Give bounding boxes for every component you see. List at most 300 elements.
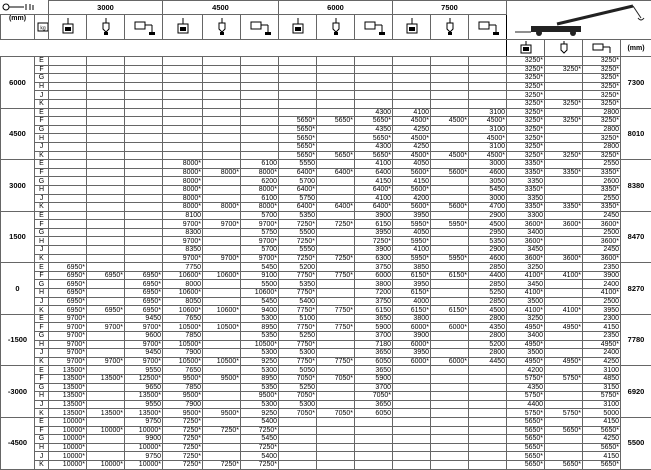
load-cell <box>49 177 87 186</box>
load-cell <box>317 65 355 74</box>
load-cell: 6400* <box>279 203 317 212</box>
max-reach-label: 5500 <box>621 417 651 469</box>
load-cell: 9700* <box>241 237 279 246</box>
load-cell: 5750* <box>507 374 545 383</box>
load-cell <box>317 297 355 306</box>
config-letter: H <box>35 82 49 91</box>
table-row <box>1 160 651 169</box>
load-cell: 7250* <box>163 435 203 444</box>
load-cell: 10000* <box>49 443 87 452</box>
load-cell <box>49 134 87 143</box>
load-cell <box>203 366 241 375</box>
load-cell: 5650* <box>279 134 317 143</box>
load-cell: 4500* <box>393 134 431 143</box>
load-cell <box>545 91 583 100</box>
config-letter: K <box>35 99 49 108</box>
load-cell: 5450 <box>469 185 507 194</box>
load-cell: 6400* <box>355 185 393 194</box>
load-cell <box>125 134 163 143</box>
table-row <box>1 57 651 66</box>
load-cell: 3800 <box>393 314 431 323</box>
load-cell: 2550 <box>583 160 621 169</box>
load-cell: 4100* <box>507 306 545 315</box>
load-cell <box>49 254 87 263</box>
config-letter: F <box>35 65 49 74</box>
load-cell <box>317 435 355 444</box>
load-cell: 8000* <box>163 194 203 203</box>
load-cell: 2350 <box>583 263 621 272</box>
load-cell <box>203 392 241 401</box>
load-cell <box>393 435 431 444</box>
chain-hook-icon <box>1 1 49 15</box>
load-cell: 5600* <box>393 203 431 212</box>
load-cell <box>317 366 355 375</box>
table-row <box>1 392 651 401</box>
load-cell <box>87 443 125 452</box>
table-row <box>1 263 651 272</box>
max-reach-label: 8470 <box>621 211 651 263</box>
load-cell: 6050 <box>355 409 393 418</box>
load-cell: 7750* <box>279 357 317 366</box>
load-cell <box>203 349 241 358</box>
config-letter: H <box>35 134 49 143</box>
radius-header-4: 7500 <box>393 1 507 15</box>
load-cell <box>469 400 507 409</box>
load-cell: 5600* <box>393 168 431 177</box>
load-cell: 5650* <box>355 134 393 143</box>
load-cell <box>203 82 241 91</box>
load-cell <box>431 142 469 151</box>
hook-extended-icon <box>87 15 125 40</box>
load-cell: 3150 <box>583 383 621 392</box>
load-cell <box>125 254 163 263</box>
load-cell: 13500* <box>49 400 87 409</box>
load-cell <box>203 185 241 194</box>
load-cell: 4500* <box>469 151 507 160</box>
load-cell: 4100* <box>507 271 545 280</box>
config-letter: E <box>35 417 49 426</box>
load-cell <box>125 160 163 169</box>
config-letter: J <box>35 452 49 461</box>
load-cell <box>241 82 279 91</box>
load-cell <box>431 91 469 100</box>
load-cell: 7250* <box>241 460 279 469</box>
load-cell <box>203 108 241 117</box>
table-row <box>1 443 651 452</box>
load-cell <box>49 142 87 151</box>
load-cell: 5400 <box>279 297 317 306</box>
load-cell <box>355 443 393 452</box>
load-cell: 4600 <box>469 254 507 263</box>
load-cell: 13500* <box>49 366 87 375</box>
load-cell: 5350 <box>241 383 279 392</box>
load-cell: 13500* <box>49 392 87 401</box>
load-cell <box>203 142 241 151</box>
load-cell <box>203 452 241 461</box>
load-cell <box>125 74 163 83</box>
load-cell <box>279 443 317 452</box>
load-cell: 8000* <box>163 185 203 194</box>
load-cell <box>545 314 583 323</box>
config-letter: H <box>35 185 49 194</box>
load-cell: 5600* <box>393 185 431 194</box>
height-label: 1500 <box>1 211 35 263</box>
load-cell: 7250* <box>279 254 317 263</box>
load-cell: 7750* <box>317 323 355 332</box>
load-cell <box>279 99 317 108</box>
load-cell: 5650* <box>355 117 393 126</box>
load-cell <box>317 177 355 186</box>
load-cell <box>49 160 87 169</box>
load-cell: 5950* <box>393 254 431 263</box>
table-row <box>1 340 651 349</box>
load-cell: 12500* <box>125 374 163 383</box>
load-cell: 3950 <box>393 211 431 220</box>
load-cell: 5350 <box>469 237 507 246</box>
load-cell: 5950* <box>393 237 431 246</box>
load-cell <box>469 91 507 100</box>
load-cell: 7050* <box>355 392 393 401</box>
load-cell: 3250* <box>507 99 545 108</box>
load-cell <box>393 400 431 409</box>
load-cell <box>87 194 125 203</box>
load-cell: 9700* <box>125 323 163 332</box>
load-cell: 5750 <box>241 228 279 237</box>
load-cell <box>393 409 431 418</box>
load-cell <box>317 142 355 151</box>
table-row <box>1 91 651 100</box>
load-cell: 4100 <box>355 194 393 203</box>
load-cell <box>317 82 355 91</box>
load-cell: 3100 <box>469 108 507 117</box>
load-cell: 4700 <box>469 203 507 212</box>
load-cell: 9900 <box>125 435 163 444</box>
load-cell: 3450 <box>507 246 545 255</box>
load-cell: 9500* <box>203 374 241 383</box>
load-cell: 9700* <box>49 340 87 349</box>
load-cell <box>317 91 355 100</box>
load-cell <box>279 435 317 444</box>
load-cell: 7650 <box>163 366 203 375</box>
config-letter: J <box>35 400 49 409</box>
table-row <box>1 271 651 280</box>
load-cell: 5250 <box>279 332 317 341</box>
load-cell: 3950 <box>393 349 431 358</box>
load-cell: 7250* <box>163 452 203 461</box>
load-cell: 3250* <box>507 134 545 143</box>
hook-load-icon <box>507 40 545 57</box>
load-cell <box>87 142 125 151</box>
load-cell <box>203 263 241 272</box>
load-cell: 3250* <box>545 117 583 126</box>
config-letter: J <box>35 297 49 306</box>
load-cell: 4950* <box>507 340 545 349</box>
load-cell: 5300 <box>241 314 279 323</box>
load-cell: 2500 <box>583 297 621 306</box>
load-cell: 2900 <box>469 211 507 220</box>
winch-hook-icon <box>241 15 279 40</box>
load-cell <box>431 435 469 444</box>
load-cell: 2400 <box>583 349 621 358</box>
radius-header-3: 6000 <box>279 1 393 15</box>
load-cell: 3650 <box>355 349 393 358</box>
load-cell: 5750* <box>545 409 583 418</box>
load-cell <box>241 117 279 126</box>
load-cell: 4400 <box>507 400 545 409</box>
load-cell <box>87 99 125 108</box>
table-row <box>1 108 651 117</box>
load-cell: 10000* <box>87 460 125 469</box>
load-cell: 9700* <box>49 323 87 332</box>
load-cell: 9700* <box>87 323 125 332</box>
load-cell <box>317 452 355 461</box>
load-cell: 5950* <box>431 220 469 229</box>
load-cell <box>203 246 241 255</box>
load-cell: 2550 <box>583 194 621 203</box>
load-cell <box>203 289 241 298</box>
load-cell: 5200 <box>279 263 317 272</box>
load-cell: 7850 <box>163 383 203 392</box>
load-cell: 8300 <box>163 228 203 237</box>
load-cell: 7750* <box>317 357 355 366</box>
config-letter: J <box>35 142 49 151</box>
load-cell <box>49 203 87 212</box>
load-cell: 13500* <box>49 374 87 383</box>
load-cell <box>87 246 125 255</box>
load-cell: 5300 <box>241 400 279 409</box>
winch-hook-icon <box>469 15 507 40</box>
table-row <box>1 142 651 151</box>
load-cell <box>87 435 125 444</box>
load-cell <box>87 340 125 349</box>
load-cell <box>279 108 317 117</box>
load-cell <box>163 117 203 126</box>
max-reach-label: 7780 <box>621 314 651 366</box>
config-letter: K <box>35 151 49 160</box>
config-letter: K <box>35 409 49 418</box>
load-cell: 7750* <box>279 271 317 280</box>
load-cell: 6050 <box>355 357 393 366</box>
load-cell: 6400* <box>317 203 355 212</box>
table-row <box>1 314 651 323</box>
load-cell: 9700* <box>163 220 203 229</box>
load-cell: 5350 <box>279 280 317 289</box>
load-cell: 10000* <box>49 452 87 461</box>
load-cell <box>49 82 87 91</box>
load-cell: 5000 <box>583 409 621 418</box>
load-cell: 3600* <box>507 237 545 246</box>
load-cell <box>355 82 393 91</box>
load-cell <box>431 409 469 418</box>
load-cell <box>469 383 507 392</box>
hook-extended-icon <box>545 40 583 57</box>
load-cell <box>203 65 241 74</box>
load-cell <box>203 435 241 444</box>
load-cell <box>203 74 241 83</box>
load-cell: 9700* <box>125 357 163 366</box>
load-cell: 4500* <box>393 151 431 160</box>
load-cell: 9250 <box>241 357 279 366</box>
load-cell <box>241 74 279 83</box>
load-cell <box>279 65 317 74</box>
load-cell: 4100* <box>545 306 583 315</box>
load-cell <box>355 452 393 461</box>
load-cell: 7750* <box>279 323 317 332</box>
load-cell <box>125 211 163 220</box>
load-cell <box>125 237 163 246</box>
load-cell: 3250* <box>507 151 545 160</box>
load-cell: 4100 <box>355 160 393 169</box>
load-cell <box>203 194 241 203</box>
load-cell: 3250* <box>583 82 621 91</box>
load-cell: 9500* <box>203 409 241 418</box>
load-cell: 6950* <box>125 306 163 315</box>
load-cell: 4050 <box>393 160 431 169</box>
load-cell: 5650* <box>355 151 393 160</box>
load-cell: 6950* <box>49 263 87 272</box>
load-cell <box>87 366 125 375</box>
load-cell: 4250 <box>393 142 431 151</box>
load-cell: 10500* <box>163 323 203 332</box>
load-cell: 5400 <box>241 452 279 461</box>
load-cell <box>545 297 583 306</box>
load-cell: 5100 <box>279 314 317 323</box>
load-cell: 2500 <box>583 228 621 237</box>
table-row <box>1 426 651 435</box>
load-cell <box>393 65 431 74</box>
load-cell: 6150 <box>355 220 393 229</box>
load-cell: 5650* <box>279 142 317 151</box>
load-cell: 2850 <box>469 263 507 272</box>
load-cell <box>49 237 87 246</box>
load-cell: 13500* <box>125 409 163 418</box>
config-letter: K <box>35 357 49 366</box>
kg-badge: kg <box>40 26 46 32</box>
load-cell: 6000* <box>393 340 431 349</box>
load-cell: 5650* <box>583 460 621 469</box>
config-letter: F <box>35 374 49 383</box>
load-cell <box>87 400 125 409</box>
load-cell: 7750* <box>317 271 355 280</box>
load-cell: 5750* <box>507 392 545 401</box>
load-cell: 2300 <box>583 314 621 323</box>
load-cell <box>203 91 241 100</box>
load-cell: 5650* <box>507 452 545 461</box>
load-cell: 5650* <box>507 443 545 452</box>
load-cell: 2950 <box>469 228 507 237</box>
load-cell: 9550 <box>125 366 163 375</box>
load-cell: 6400* <box>317 168 355 177</box>
load-cell <box>469 99 507 108</box>
config-letter: G <box>35 74 49 83</box>
table-row <box>1 357 651 366</box>
load-cell <box>317 280 355 289</box>
config-letter: H <box>35 340 49 349</box>
load-cell <box>393 417 431 426</box>
load-cell: 4950* <box>507 323 545 332</box>
load-cell <box>241 142 279 151</box>
load-cell <box>431 340 469 349</box>
config-letter: F <box>35 117 49 126</box>
load-cell <box>545 392 583 401</box>
load-cell: 3100 <box>583 400 621 409</box>
load-cell: 3800 <box>355 280 393 289</box>
load-cell: 3400 <box>507 228 545 237</box>
load-cell: 7250* <box>163 460 203 469</box>
load-cell: 3000 <box>469 160 507 169</box>
load-cell: 4100* <box>583 289 621 298</box>
load-cell <box>545 211 583 220</box>
load-cell <box>241 134 279 143</box>
load-cell: 6400 <box>355 168 393 177</box>
load-cell <box>203 211 241 220</box>
load-cell: 9450 <box>125 349 163 358</box>
load-cell: 8000* <box>203 203 241 212</box>
load-cell <box>87 82 125 91</box>
table-row <box>1 246 651 255</box>
config-letter: K <box>35 203 49 212</box>
config-letter: H <box>35 392 49 401</box>
load-cell <box>49 211 87 220</box>
load-cell: 10600* <box>163 271 203 280</box>
load-cell <box>163 151 203 160</box>
load-cell: 4300 <box>355 142 393 151</box>
load-cell <box>545 263 583 272</box>
load-cell <box>49 99 87 108</box>
config-letter: E <box>35 57 49 66</box>
load-cell: 7250* <box>241 426 279 435</box>
load-cell <box>49 57 87 66</box>
load-cell: 10500* <box>163 340 203 349</box>
height-label: -4500 <box>1 417 35 469</box>
load-cell: 4450 <box>469 357 507 366</box>
load-cell: 3000 <box>469 194 507 203</box>
load-cell <box>125 57 163 66</box>
load-cell: 5700 <box>279 177 317 186</box>
load-cell: 7750* <box>279 340 317 349</box>
load-cell <box>431 374 469 383</box>
config-letter: K <box>35 460 49 469</box>
load-cell: 4950* <box>507 357 545 366</box>
load-cell: 6950* <box>87 271 125 280</box>
table-row <box>1 194 651 203</box>
load-cell <box>203 177 241 186</box>
load-cell: 3900 <box>355 211 393 220</box>
load-cell <box>203 400 241 409</box>
load-cell <box>49 220 87 229</box>
load-cell: 9100 <box>241 271 279 280</box>
load-cell: 5300 <box>241 349 279 358</box>
load-cell <box>545 177 583 186</box>
load-cell: 6950* <box>49 306 87 315</box>
load-cell: 3900 <box>583 271 621 280</box>
table-row <box>1 452 651 461</box>
load-cell <box>317 332 355 341</box>
load-cell: 8950 <box>241 323 279 332</box>
load-cell: 3350 <box>507 194 545 203</box>
load-cell: 3350* <box>507 160 545 169</box>
load-cell <box>431 349 469 358</box>
load-cell: 9400 <box>241 306 279 315</box>
load-cell: 6950* <box>49 280 87 289</box>
load-cell: 4500* <box>469 134 507 143</box>
table-row <box>1 280 651 289</box>
load-cell: 3350* <box>545 168 583 177</box>
load-cell <box>317 108 355 117</box>
load-cell: 9450 <box>125 314 163 323</box>
table-row <box>1 151 651 160</box>
load-cell <box>317 392 355 401</box>
